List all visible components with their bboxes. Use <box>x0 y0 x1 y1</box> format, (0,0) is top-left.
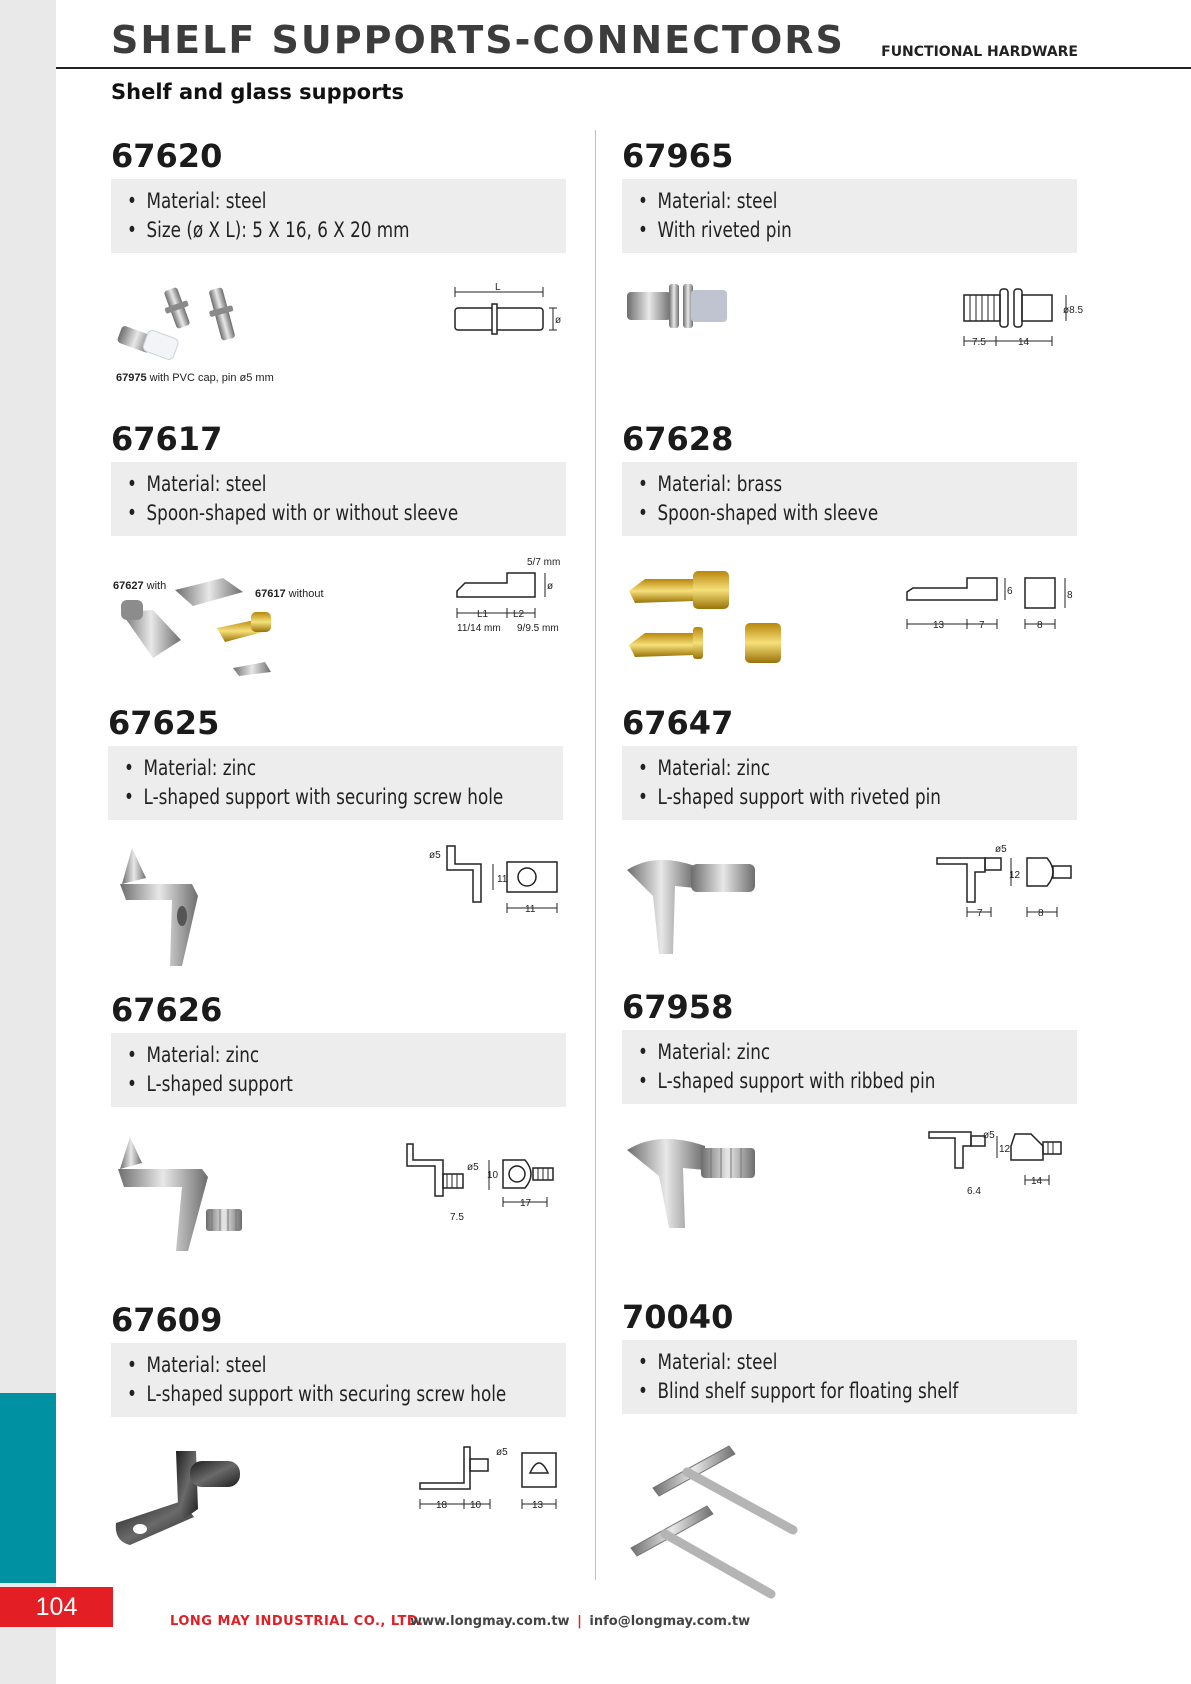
technical-drawing-67958 <box>927 1128 1077 1203</box>
technical-drawing-67965 <box>960 285 1085 355</box>
product-code: 67965 <box>622 137 734 175</box>
product-67617 <box>111 418 566 536</box>
dim-label: 9/9.5 mm <box>517 623 559 634</box>
product-photo-70040 <box>625 1440 805 1600</box>
caption-code: 67975 <box>116 372 147 384</box>
spec-item: • Material: zinc <box>124 754 475 783</box>
dim-label: 10 <box>487 1170 499 1181</box>
technical-drawing-67617 <box>455 555 580 640</box>
footer-company: LONG MAY INDUSTRIAL CO., LTD. <box>170 1614 424 1629</box>
dim-label: ø5 <box>429 850 441 861</box>
spec-item: • Material: zinc <box>127 1041 478 1070</box>
dim-label: 17 <box>520 1198 532 1209</box>
dim-label: L2 <box>513 609 525 620</box>
product-code: 67628 <box>622 420 734 458</box>
page-number: 104 <box>0 1587 113 1627</box>
dim-label: 7 <box>977 908 983 919</box>
section-subtitle: Shelf and glass supports <box>111 80 404 104</box>
product-photo-67609 <box>112 1445 257 1550</box>
dim-label: ø5 <box>983 1130 995 1141</box>
technical-drawing-67625 <box>425 840 565 920</box>
dim-label: 8 <box>1037 620 1043 631</box>
dim-label: 14 <box>1018 337 1030 348</box>
caption-code: 67627 <box>113 580 144 592</box>
spec-box <box>111 179 566 253</box>
dim-label: 14 <box>1031 1176 1043 1187</box>
product-67626 <box>111 989 566 1107</box>
dim-label: 7.5 <box>450 1212 464 1223</box>
product-67965 <box>622 135 1077 253</box>
product-code: 67647 <box>622 704 734 742</box>
technical-drawing-67626 <box>405 1140 575 1225</box>
dim-label: 6.4 <box>967 1186 981 1197</box>
spec-item: • Material: steel <box>127 470 478 499</box>
caption-text: without <box>288 588 324 600</box>
product-photo-67647 <box>625 850 765 960</box>
dim-label: 10 <box>470 1500 482 1511</box>
spec-box <box>622 746 1077 820</box>
footer-contact <box>410 1614 750 1629</box>
product-code: 67617 <box>111 420 223 458</box>
dim-label: 13 <box>933 620 945 631</box>
dim-label: ø <box>547 581 554 592</box>
dim-label: ø5 <box>496 1447 508 1458</box>
product-photo-67625 <box>112 840 207 970</box>
dim-label: L <box>495 282 501 293</box>
dim-label: 13 <box>532 1500 544 1511</box>
spec-item: • L-shaped support with ribbed pin <box>638 1067 989 1096</box>
spec-item: • L-shaped support with securing screw hole <box>124 783 475 812</box>
section-tab <box>0 1393 56 1583</box>
spec-box <box>622 1030 1077 1104</box>
spec-box <box>622 1340 1077 1414</box>
dim-label: 7.5 <box>972 337 986 348</box>
footer-email[interactable]: info@longmay.com.tw <box>589 1614 751 1629</box>
product-photo-67620 <box>115 280 265 370</box>
product-photo-67628 <box>625 565 795 670</box>
product-code: 67626 <box>111 991 223 1029</box>
product-67625 <box>108 702 563 820</box>
dim-label: 7 <box>979 620 985 631</box>
dim-label: 8 <box>1067 590 1073 601</box>
spec-item: • Material: zinc <box>638 1038 989 1067</box>
dim-label: 8 <box>1038 908 1044 919</box>
technical-drawing-67609 <box>418 1445 568 1515</box>
caption-text: with PVC cap, pin ø5 mm <box>149 372 274 384</box>
product-67958 <box>622 986 1077 1104</box>
spec-item: • Blind shelf support for floating shelf <box>638 1377 989 1406</box>
dim-label: 6 <box>1007 586 1013 597</box>
spec-item: • Material: steel <box>638 187 989 216</box>
spec-item: • L-shaped support with riveted pin <box>638 783 989 812</box>
spec-box <box>111 1343 566 1417</box>
dim-label: 11/14 mm <box>457 623 501 634</box>
dim-label: 12 <box>1009 870 1021 881</box>
product-code: 67609 <box>111 1301 223 1339</box>
spec-item: • Material: steel <box>127 1351 478 1380</box>
dim-label: L1 <box>477 609 489 620</box>
dim-label: ø5 <box>995 844 1007 855</box>
footer-separator: | <box>577 1614 582 1629</box>
dim-label: 11 <box>497 874 508 885</box>
product-code: 67625 <box>108 704 220 742</box>
dim-label: ø5 <box>467 1162 479 1173</box>
spec-item: • L-shaped support with securing screw hole <box>127 1380 478 1409</box>
spec-box <box>111 462 566 536</box>
spec-item: • Spoon-shaped with sleeve <box>638 499 989 528</box>
dim-label: 18 <box>436 1500 448 1511</box>
technical-drawing-67647 <box>935 840 1085 922</box>
footer-website[interactable]: www.longmay.com.tw <box>410 1614 570 1629</box>
caption-code: 67617 <box>255 588 286 600</box>
dim-label: 5/7 mm <box>527 557 561 568</box>
product-67609 <box>111 1299 566 1417</box>
caption-text: with <box>146 580 167 592</box>
spec-item: • Spoon-shaped with or without sleeve <box>127 499 478 528</box>
page-title: SHELF SUPPORTS-CONNECTORS <box>111 18 845 62</box>
spec-item: • With riveted pin <box>638 216 989 245</box>
spec-item: • Material: steel <box>127 187 478 216</box>
product-67628 <box>622 418 1077 536</box>
spec-item: • Material: brass <box>638 470 989 499</box>
photo-caption <box>116 372 274 384</box>
product-code: 67620 <box>111 137 223 175</box>
technical-drawing-67620 <box>445 280 565 350</box>
product-photo-67617 <box>113 570 303 685</box>
product-photo-67626 <box>112 1133 252 1253</box>
dim-label: 12 <box>999 1144 1011 1155</box>
spec-box <box>622 179 1077 253</box>
spec-box <box>111 1033 566 1107</box>
spec-item: • Material: steel <box>638 1348 989 1377</box>
dim-label: ø <box>555 315 562 326</box>
product-67620 <box>111 135 566 253</box>
spec-item: • Size (ø X L): 5 X 16, 6 X 20 mm <box>127 216 478 245</box>
category-label: FUNCTIONAL HARDWARE <box>881 44 1078 60</box>
dim-label: 11 <box>525 904 536 915</box>
product-67647 <box>622 702 1077 820</box>
product-photo-67965 <box>625 280 755 340</box>
product-code: 70040 <box>622 1298 734 1336</box>
dim-label: ø8.5 <box>1063 305 1084 316</box>
product-70040 <box>622 1296 1077 1414</box>
technical-drawing-67628 <box>905 572 1080 632</box>
spec-box <box>622 462 1077 536</box>
spec-item: • L-shaped support <box>127 1070 478 1099</box>
column-divider <box>595 130 596 1580</box>
spec-item: • Material: zinc <box>638 754 989 783</box>
title-rule <box>56 67 1191 69</box>
product-code: 67958 <box>622 988 734 1026</box>
product-photo-67958 <box>625 1128 775 1233</box>
spec-box <box>108 746 563 820</box>
